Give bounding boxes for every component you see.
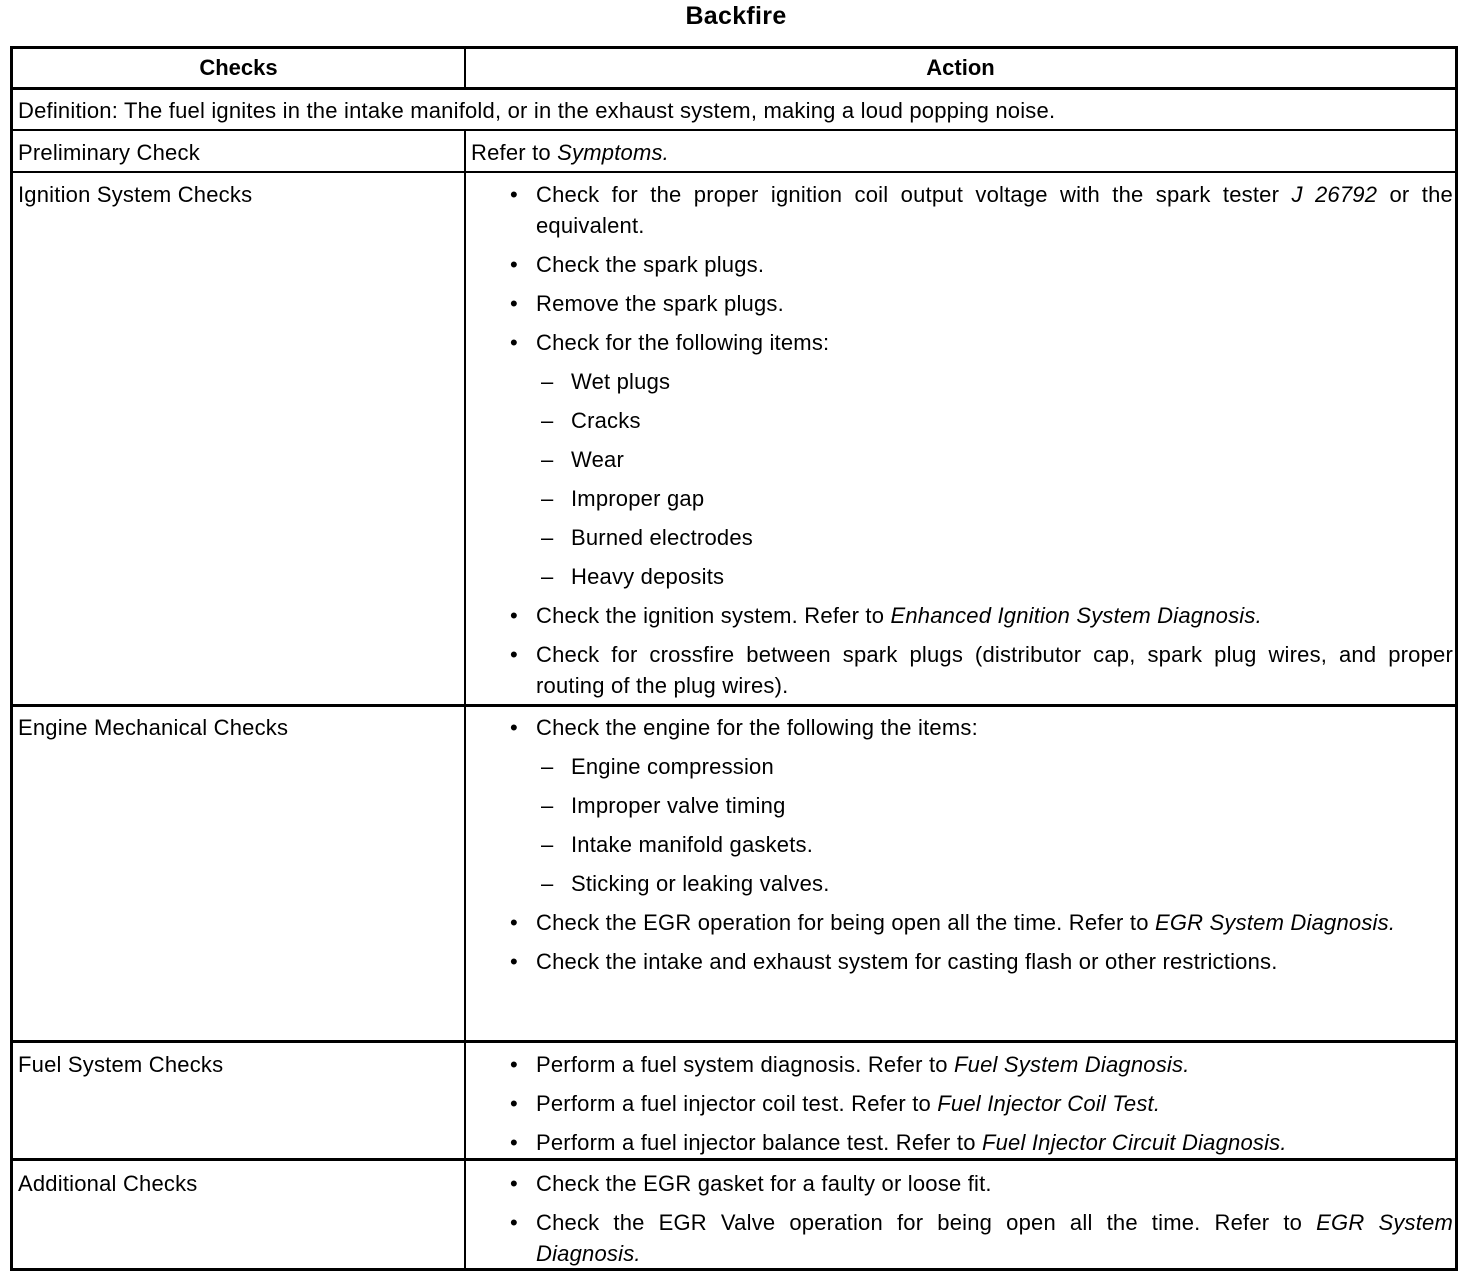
fuel-diagnosis-reference: Fuel System Diagnosis.	[954, 1052, 1190, 1077]
list-item: • Check the EGR gasket for a faulty or loose fit.	[491, 1168, 1453, 1199]
list-item: • Check the intake and exhaust system for casting flash or other restrictions.	[491, 946, 1453, 977]
fuel-check-label: Fuel System Checks	[18, 1052, 224, 1077]
sub-list-item: – Sticking or leaking valves.	[491, 868, 1453, 899]
sub-list-item: – Intake manifold gaskets.	[491, 829, 1453, 860]
preliminary-rule	[13, 171, 1455, 173]
bullet-icon: •	[510, 1091, 518, 1116]
egr-diagnosis-reference: EGR System Diagnosis.	[536, 1210, 1454, 1266]
injector-circuit-reference: Fuel Injector Circuit Diagnosis.	[981, 1130, 1287, 1155]
sub-list-item: – Improper gap	[491, 483, 1453, 514]
dash-icon: –	[541, 871, 554, 896]
list-item: • Perform a fuel injector coil test. Refer to Fuel Injector Coil Test.	[491, 1088, 1453, 1119]
ignition-diagnosis-reference: Enhanced Ignition System Diagnosis.	[890, 603, 1262, 628]
list-item: • Check the EGR Valve operation for being open all the time. Refer to EGR System Diagnosis.	[491, 1207, 1453, 1269]
bullet-icon: •	[510, 291, 518, 316]
ignition-actions	[491, 179, 1453, 709]
bullet-icon: •	[510, 1130, 518, 1155]
list-item: • Perform a fuel injector balance test. Refer to Fuel Injector Circuit Diagnosis.	[491, 1127, 1453, 1158]
bullet-icon: •	[510, 1210, 518, 1235]
list-item: • Check for the following items:	[491, 327, 1453, 358]
definition-rule	[13, 129, 1455, 131]
preliminary-action	[471, 137, 669, 168]
list-item: • Check the spark plugs.	[491, 249, 1453, 280]
bullet-icon: •	[510, 330, 518, 355]
ignition-check-label: Ignition System Checks	[18, 182, 253, 207]
engine-check-label: Engine Mechanical Checks	[18, 715, 289, 740]
page-title: Backfire	[685, 2, 787, 30]
dash-icon: –	[541, 754, 554, 779]
list-item: • Check the ignition system. Refer to Enhanced Ignition System Diagnosis.	[491, 600, 1453, 631]
fuel-actions	[491, 1049, 1453, 1166]
dash-icon: –	[541, 564, 554, 589]
list-item: • Check for the proper ignition coil output voltage with the spark tester J 26792 or the equivalent.	[491, 179, 1453, 241]
dash-icon: –	[541, 369, 554, 394]
preliminary-check-label: Preliminary Check	[18, 140, 200, 165]
list-item: • Remove the spark plugs.	[491, 288, 1453, 319]
dash-icon: –	[541, 832, 554, 857]
bullet-icon: •	[510, 1171, 518, 1196]
header-rule	[13, 87, 1455, 90]
sub-list-item: – Heavy deposits	[491, 561, 1453, 592]
bullet-icon: •	[510, 1052, 518, 1077]
sub-list-item: – Engine compression	[491, 751, 1453, 782]
engine-actions	[491, 712, 1453, 985]
bullet-icon: •	[510, 182, 518, 207]
dash-icon: –	[541, 447, 554, 472]
engine-rule	[13, 1040, 1455, 1043]
column-divider	[464, 129, 466, 1268]
bullet-icon: •	[510, 642, 518, 667]
sub-list-item: – Improper valve timing	[491, 790, 1453, 821]
coil-test-reference: Fuel Injector Coil Test.	[937, 1091, 1161, 1116]
additional-actions	[491, 1168, 1453, 1277]
sub-list-item: – Wet plugs	[491, 366, 1453, 397]
sub-list-item: – Wear	[491, 444, 1453, 475]
dash-icon: –	[541, 793, 554, 818]
backfire-table	[10, 46, 1458, 1271]
bullet-icon: •	[510, 252, 518, 277]
action-header: Action	[926, 55, 995, 80]
dash-icon: –	[541, 525, 554, 550]
list-item: • Check the engine for the following the items:	[491, 712, 1453, 743]
sub-list-item: – Cracks	[491, 405, 1453, 436]
dash-icon: –	[541, 486, 554, 511]
checks-header: Checks	[199, 55, 278, 80]
egr-diagnosis-reference: EGR System Diagnosis.	[1154, 910, 1396, 935]
bullet-icon: •	[510, 949, 518, 974]
dash-icon: –	[541, 408, 554, 433]
definition-text: Definition: The fuel ignites in the intake manifold, or in the exhaust system, making a loud popping noise.	[18, 98, 1056, 123]
bullet-icon: •	[510, 715, 518, 740]
symptoms-reference: Symptoms.	[557, 140, 669, 165]
bullet-icon: •	[510, 603, 518, 628]
bullet-icon: •	[510, 910, 518, 935]
tool-reference: J 26792	[1291, 182, 1378, 207]
sub-list-item: – Burned electrodes	[491, 522, 1453, 553]
list-item: • Check for crossfire between spark plugs (distributor cap, spark plug wires, and proper routing of the plug wires).	[491, 639, 1453, 701]
list-item: • Check the EGR operation for being open all the time. Refer to EGR System Diagnosis.	[491, 907, 1453, 938]
additional-check-label: Additional Checks	[18, 1171, 198, 1196]
list-item: • Perform a fuel system diagnosis. Refer to Fuel System Diagnosis.	[491, 1049, 1453, 1080]
preliminary-action-text: Refer to	[471, 140, 558, 165]
